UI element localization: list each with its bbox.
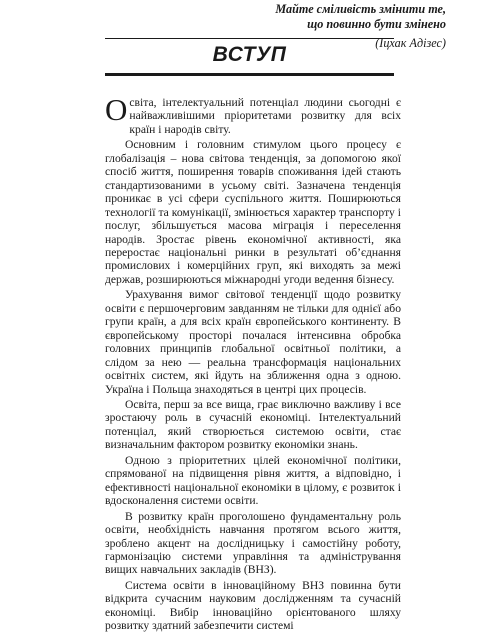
page-title: ВСТУП bbox=[212, 43, 287, 66]
paragraph-2: Урахування вимог світової тенденції щодо розвитку освіти є першочерговим завданням не тільки для однієї або групи країн, а для всіх країн європейського континенту. В європейському просторі почалася інтенсивна обробка головних принципів глобальної освітньої політики, а слідом за нею — реальна трансформація національних освітніх систем, які йдуть на зближення одна з одною. Україна і Польща знаходяться в центрі цих процесів. bbox=[105, 288, 401, 396]
paragraph-5: В розвитку країн проголошено фундаментальну роль освіти, необхідність навчання протягом всього життя, зроблено акцент на дослідницьку і самостійну роботу, гармонізацію системи управління та адміністрування вищих навчальних закладів (ВНЗ). bbox=[105, 509, 401, 577]
heading-rule-bottom bbox=[105, 73, 394, 76]
paragraph-4: Одною з пріоритетних цілей економічної політики, спрямованої на підвищення рівня життя, а відповідно, і ефективності національної економіки в цілому, є розвиток і вдосконалення системи освіти. bbox=[105, 453, 401, 508]
drop-cap: О bbox=[105, 92, 128, 127]
intro-text: світа, інтелектуальний потенціал людини сьогодні є найважливішими пріоритетами розвитку для всіх країн і народів світу. bbox=[129, 96, 401, 136]
body-text bbox=[105, 92, 401, 635]
paragraph-6: Система освіти в інноваційному ВНЗ повинна бути відкрита сучасним науковим дослідженням та сучасній економіці. Вибір інноваційно орієнтованого шляху розвитку здатний забезпечити системі bbox=[105, 578, 401, 633]
heading-block bbox=[105, 38, 394, 76]
epigraph-line-1: Майте сміливість змінити те, bbox=[275, 2, 446, 16]
epigraph-author: (Іцхак Адізес) bbox=[375, 36, 446, 50]
epigraph-line-2: що повинно бути змінено bbox=[307, 17, 446, 31]
heading-rule-top bbox=[105, 38, 394, 39]
paragraph-1: Основним і головним стимулом цього процесу є глобалізація – нова світова тенденція, за допомогою якої спосіб життя, поширення товарів споживання ідей стають стандартизованими в усьому світі. Зазначена тенденція проникає в усі сфери суспільного життя. Поширюються технології та комунікації, змінюється характер транспорту і послуг, збільшується масова міграція і переселення народів. Зростає рівень економічної активності, яка переростає національні ринки в результаті об’єднання промислових і комерційних груп, які виходять за межі держав, розширюються міжнародні угоди ведення бізнесу. bbox=[105, 138, 401, 286]
intro-paragraph bbox=[105, 92, 401, 136]
paragraph-3: Освіта, перш за все вища, грає виключно важливу і все зростаючу роль в сучасній економіці. Інтелектуальний потенціал, який створюється системою освіти, стає визначальним фактором розвитку економіки знань. bbox=[105, 397, 401, 452]
